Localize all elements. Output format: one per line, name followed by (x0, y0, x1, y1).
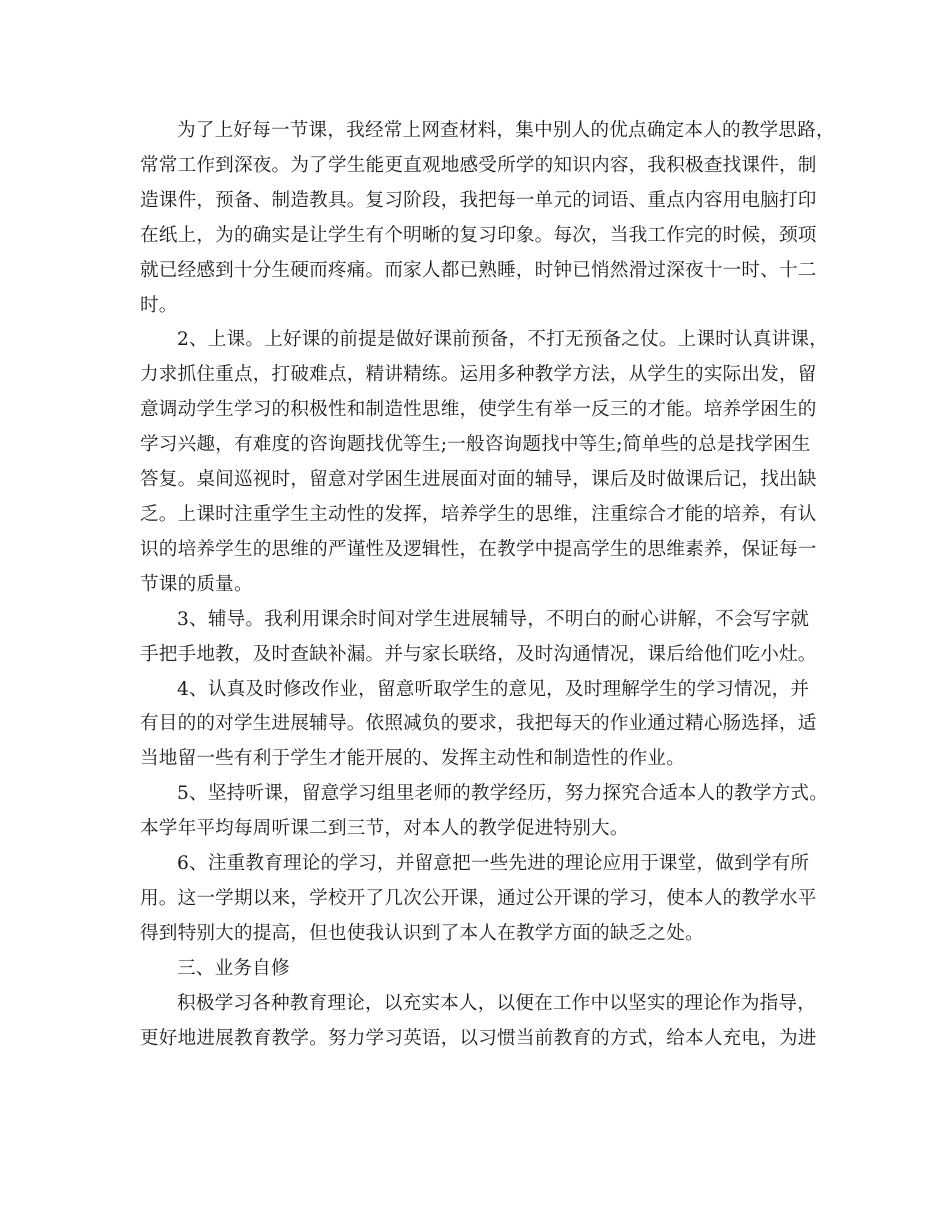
text-line: 常常工作到深夜。为了学生能更直观地感受所学的知识内容，我积极查找课件，制 (140, 154, 817, 176)
paragraph (140, 673, 820, 778)
text-line: 得到特别大的提高，但也使我认识到了本人在教学方面的缺乏之处。 (140, 922, 704, 944)
text-line: 就已经感到十分生硬而疼痛。而家人都已熟睡，时钟已悄然滑过深夜十一时、十二 (140, 259, 817, 281)
text-line: 节课的质量。 (140, 573, 253, 595)
text-line: 答复。桌间巡视时，留意对学困生进展面对面的辅导，课后及时做课后记，找出缺 (140, 469, 817, 491)
text-line: 4、认真及时修改作业，留意听取学生的意见，及时理解学生的学习情况，并 (177, 678, 810, 700)
text-line: 在纸上，为的确实是让学生有个明晰的复习印象。每次，当我工作完的时候，颈项 (140, 224, 817, 246)
paragraph (140, 323, 829, 602)
text-line: 3、辅导。我利用课余时间对学生进展辅导，不明白的耐心讲解，不会写字就 (177, 608, 810, 630)
paragraph (140, 987, 820, 1057)
text-line: 学习兴趣，有难度的咨询题找优等生;一般咨询题找中等生;简单些的总是找学困生 (140, 434, 811, 456)
text-line: 三、业务自修 (177, 957, 290, 979)
text-line: 乏。上课时注重学生主动性的发挥，培养学生的思维，注重综合才能的培养，有认 (140, 503, 817, 525)
text-line: 意调动学生学习的积极性和制造性思维，使学生有举一反三的才能。培养学困生的 (140, 399, 817, 421)
text-line: 2、上课。上好课的前提是做好课前预备，不打无预备之仗。上课时认真讲课， (177, 329, 829, 351)
document-body (140, 114, 835, 1056)
text-line: 当地留一些有利于学生才能开展的、发挥主动性和制造性的作业。 (140, 748, 686, 770)
text-line: 更好地进展教育教学。努力学习英语，以习惯当前教育的方式，给本人充电，为进 (140, 1027, 817, 1049)
text-line: 有目的的对学生进展辅导。依照减负的要求，我把每天的作业通过精心肠选择，适 (140, 713, 817, 735)
text-line: 用。这一学期以来，学校开了几次公开课，通过公开课的学习，使本人的教学水平 (140, 887, 817, 909)
paragraph (140, 114, 835, 323)
text-line: 6、注重教育理论的学习，并留意把一些先进的理论应用于课堂，做到学有所 (177, 853, 810, 875)
paragraph (140, 847, 820, 952)
paragraph (140, 603, 820, 673)
text-line: 本学年平均每周听课二到三节，对本人的教学促进特别大。 (140, 818, 629, 840)
text-line: 识的培养学生的思维的严谨性及逻辑性，在教学中提高学生的思维素养，保证每一 (140, 538, 817, 560)
text-line: 积极学习各种教育理论，以充实本人，以便在工作中以坚实的理论作为指导， (177, 992, 816, 1014)
text-line: 时。 (140, 294, 178, 316)
text-line: 手把手地教，及时查缺补漏。并与家长联络，及时沟通情况，课后给他们吃小灶。 (140, 643, 817, 665)
text-line: 造课件，预备、制造教具。复习阶段，我把每一单元的词语、重点内容用电脑打印 (140, 189, 817, 211)
paragraph (140, 952, 820, 987)
text-line: 为了上好每一节课，我经常上网查材料，集中别人的优点确定本人的教学思路， (177, 120, 835, 141)
text-line: 5、坚持听课，留意学习组里老师的教学经历，努力探究合适本人的教学方式。 (177, 783, 829, 805)
paragraph (140, 777, 829, 847)
text-line: 力求抓住重点，打破难点，精讲精练。运用多种教学方法，从学生的实际出发，留 (140, 364, 817, 386)
